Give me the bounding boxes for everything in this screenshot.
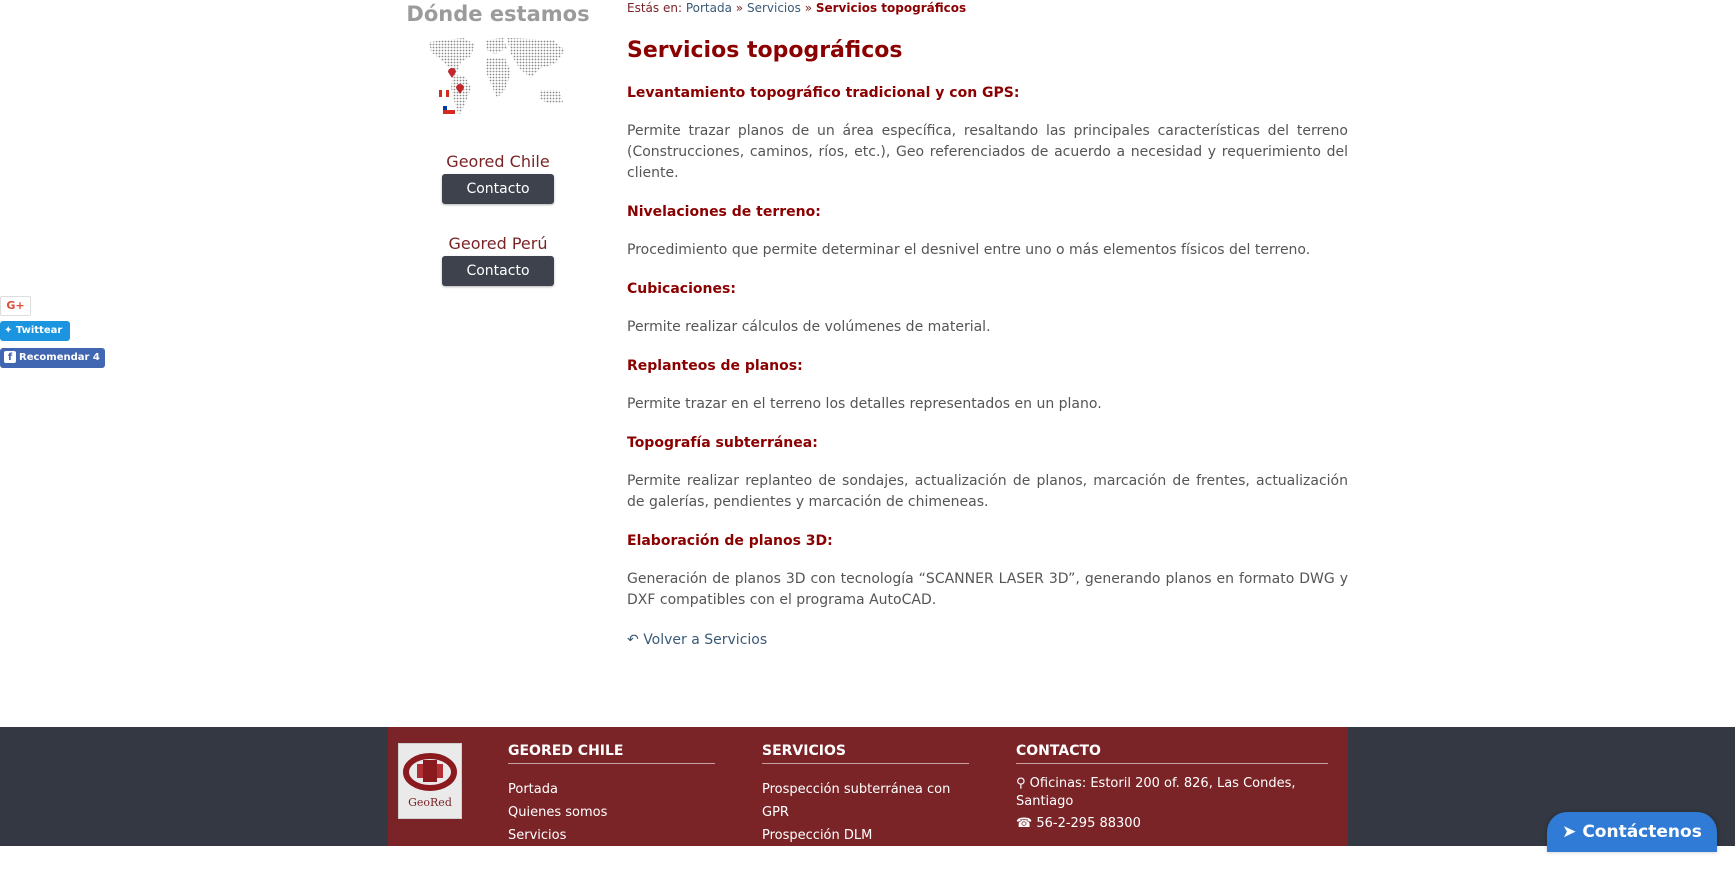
breadcrumb-prefix: Estás en: (627, 1, 682, 15)
footer-col-title: GEORED CHILE (508, 743, 715, 764)
back-link-label: Volver a Servicios (643, 632, 768, 648)
office-name: Geored Perú (448, 234, 548, 253)
google-plus-button[interactable]: G+ (0, 296, 31, 316)
tweet-label: Twittear (15, 325, 63, 336)
logo-mark-icon (399, 744, 461, 794)
twitter-bird-icon: ✦ (4, 325, 13, 336)
section-nivelaciones (627, 202, 1348, 261)
section-title: Topografía subterránea: (627, 435, 818, 451)
section-title: Nivelaciones de terreno: (627, 204, 821, 220)
footer-link-portada[interactable]: Portada (508, 782, 558, 797)
breadcrumb (627, 1, 1348, 15)
section-cubicaciones (627, 279, 1348, 338)
back-to-services-link[interactable] (627, 632, 767, 648)
main-content (627, 0, 1348, 648)
footer-link-servicios[interactable]: Servicios (508, 828, 567, 843)
reply-arrow-icon: ↶ (627, 632, 639, 648)
contact-tab-label: Contáctenos (1582, 822, 1702, 842)
address-text: Oficinas: Estoril 200 of. 826, Las Condes, Santiago (1016, 776, 1296, 809)
section-text: Permite realizar replanteo de sondajes, actualización de planos, marcación de frentes, actualización de galerías, pendientes y marcación de chimeneas. (627, 473, 1348, 510)
breadcrumb-separator: » (735, 1, 744, 15)
section-text: Procedimiento que permite determinar el desnivel entre uno o más elementos físicos del terreno. (627, 242, 1311, 258)
footer-link-municiones[interactable]: Detección de Municiones (762, 851, 925, 866)
section-text: Permite trazar planos de un área específica, resaltando las principales características del terreno (Construcciones, caminos, ríos, etc.), Geo referenciados de acuerdo a necesidad y requerimiento del cliente. (627, 123, 1348, 181)
section-text: Generación de planos 3D con tecnología “SCANNER LASER 3D”, generando planos en formato DWG y DXF compatibles con el programa AutoCAD. (627, 571, 1348, 608)
section-title: Replanteos de planos: (627, 358, 803, 374)
footer-col-servicios (762, 743, 969, 870)
facebook-icon: f (4, 351, 16, 363)
sidebar (400, 0, 596, 286)
contact-us-tab[interactable] (1547, 812, 1717, 852)
facebook-label: Recomendar 4 (19, 352, 100, 363)
tweet-button[interactable] (0, 321, 70, 341)
paper-plane-icon: ➤ (1562, 822, 1577, 842)
sidebar-title: Dónde estamos (406, 2, 590, 26)
section-title: Levantamiento topográfico tradicional y con GPS: (627, 85, 1020, 101)
footer-link-dlm[interactable]: Prospección DLM (762, 828, 873, 843)
breadcrumb-services-link[interactable]: Servicios (746, 1, 801, 15)
section-topografia-subterranea (627, 433, 1348, 513)
breadcrumb-current: Servicios topográficos (815, 1, 967, 15)
section-replanteos (627, 356, 1348, 415)
section-text: Permite realizar cálculos de volúmenes de material. (627, 319, 991, 335)
section-planos-3d (627, 531, 1348, 611)
section-text: Permite trazar en el terreno los detalles representados en un plano. (627, 396, 1102, 412)
footer-col-title: SERVICIOS (762, 743, 969, 764)
footer-link-quienes-somos[interactable]: Quienes somos (508, 805, 608, 820)
office-peru (400, 234, 596, 286)
section-title: Cubicaciones: (627, 281, 736, 297)
logo-text: GeoRed (408, 796, 452, 809)
office-chile (400, 152, 596, 204)
section-levantamiento (627, 83, 1348, 184)
contact-peru-button[interactable]: Contacto (442, 256, 554, 286)
geored-logo[interactable] (398, 743, 462, 819)
phone-text: 56-2-295 88300 (1036, 816, 1141, 831)
footer-address (1016, 775, 1328, 811)
breadcrumb-home-link[interactable]: Portada (685, 1, 732, 15)
contact-chile-button[interactable]: Contacto (442, 174, 554, 204)
footer-col-contacto (1016, 743, 1328, 833)
phone-icon: ☎ (1016, 816, 1033, 831)
facebook-recommend-button[interactable] (0, 348, 105, 368)
footer-link-gpr[interactable]: Prospección subterránea con GPR (762, 782, 951, 820)
breadcrumb-separator: » (804, 1, 813, 15)
footer-phone (1016, 815, 1328, 833)
footer-content (388, 727, 1348, 866)
world-map-icon (423, 34, 573, 124)
office-name: Geored Chile (446, 152, 550, 171)
map-marker-icon: ⚲ (1016, 776, 1026, 791)
footer-col-geored (508, 743, 715, 847)
section-title: Elaboración de planos 3D: (627, 533, 833, 549)
page-title: Servicios topográficos (627, 38, 903, 63)
footer-col-title: CONTACTO (1016, 743, 1328, 764)
